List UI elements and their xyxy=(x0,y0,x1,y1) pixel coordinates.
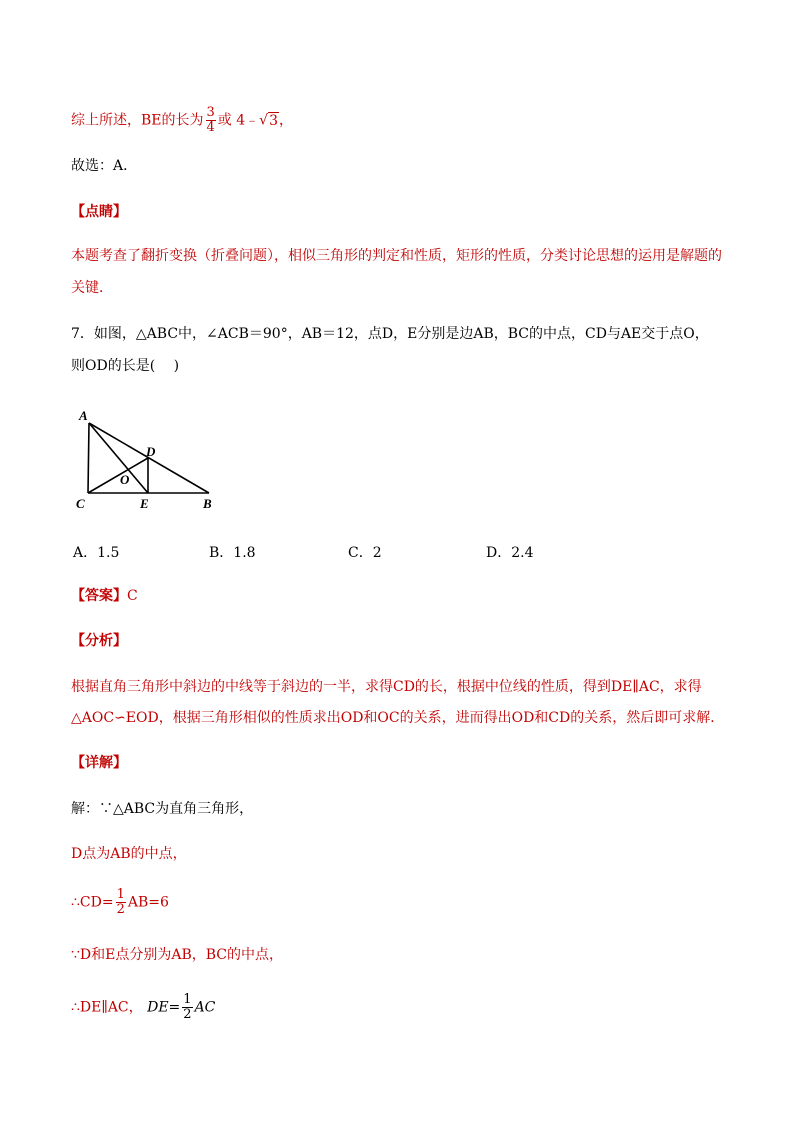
alt-prefix: 4﹣ xyxy=(236,112,260,129)
dianjing-line-1: 本题考查了翻折变换（折叠问题），相似三角形的判定和性质，矩形的性质，分类讨论思想的运用是解题的 xyxy=(71,248,722,264)
analysis-label: 【分析】 xyxy=(71,633,127,649)
label-D: D xyxy=(146,444,156,459)
label-E: E xyxy=(140,496,149,511)
question-line-1: 7．如图，△ABC中，∠ACB＝90°，AB＝12，点D，E分别是边AB，BC的中点，CD与AE交于点O， xyxy=(71,326,709,342)
detail-line-4: ∵D和E点分别为AB，BC的中点， xyxy=(71,947,284,963)
summary-line xyxy=(71,106,293,135)
option-b: B．1.8 xyxy=(209,545,256,561)
fraction-one-half: $\frac{1}{2}$ xyxy=(116,887,125,917)
label-O: O xyxy=(120,472,130,487)
summary-prefix: 综上所述，BE的长为 xyxy=(71,112,204,129)
label-B: B xyxy=(203,496,212,511)
analysis-line-2: △AOC∽EOD，根据三角形相似的性质求出OD和OC的关系，进而得出OD和CD的关系，然后即可求解． xyxy=(71,710,725,726)
label-C: C xyxy=(76,496,85,511)
segment-CD xyxy=(88,458,148,493)
detail-line-1: 解：∵△ABC为直角三角形， xyxy=(71,801,254,817)
sqrt-argument: 3 xyxy=(269,112,279,129)
answer-value: C xyxy=(127,588,138,604)
formula-rhs: AC xyxy=(194,999,216,1016)
analysis-line-1: 根据直角三角形中斜边的中线等于斜边的一半，求得CD的长，根据中位线的性质，得到DE∥AC，求得 xyxy=(71,679,702,695)
cd-prefix: ∴CD= xyxy=(71,894,114,911)
detail-line-3 xyxy=(71,888,169,917)
option-d: D．2.4 xyxy=(486,545,534,561)
formula-equals: = xyxy=(168,999,181,1016)
detail-label: 【详解】 xyxy=(71,755,127,771)
question-line-2: 则OD的长是( ) xyxy=(71,358,180,374)
answer-label: 【答案】 xyxy=(71,588,127,604)
fraction-three-quarters: $\frac{3}{4}$ xyxy=(206,105,215,135)
detail-line-5 xyxy=(71,993,215,1022)
segment-AE xyxy=(89,423,148,493)
option-a: A．1.5 xyxy=(73,545,120,561)
de-parallel: ∴DE∥AC， xyxy=(71,999,143,1016)
formula-fraction: $\frac{1}{2}$ xyxy=(183,992,192,1022)
dianjing-line-2: 关键． xyxy=(71,280,113,296)
or-text: 或 xyxy=(217,112,232,129)
label-A: A xyxy=(79,408,88,423)
sqrt-symbol: √ xyxy=(259,112,269,129)
triangle-figure xyxy=(72,403,222,518)
answer-line xyxy=(71,586,138,606)
cd-suffix: AB=6 xyxy=(127,894,169,911)
detail-line-2: D点为AB的中点， xyxy=(71,846,187,862)
summary-suffix: ， xyxy=(279,112,294,129)
formula-lhs: DE xyxy=(147,999,169,1016)
option-c: C．2 xyxy=(348,545,382,561)
choice-previous: 故选：A． xyxy=(71,158,138,174)
dianjing-label: 【点睛】 xyxy=(71,204,127,220)
segment-AC xyxy=(88,423,89,493)
